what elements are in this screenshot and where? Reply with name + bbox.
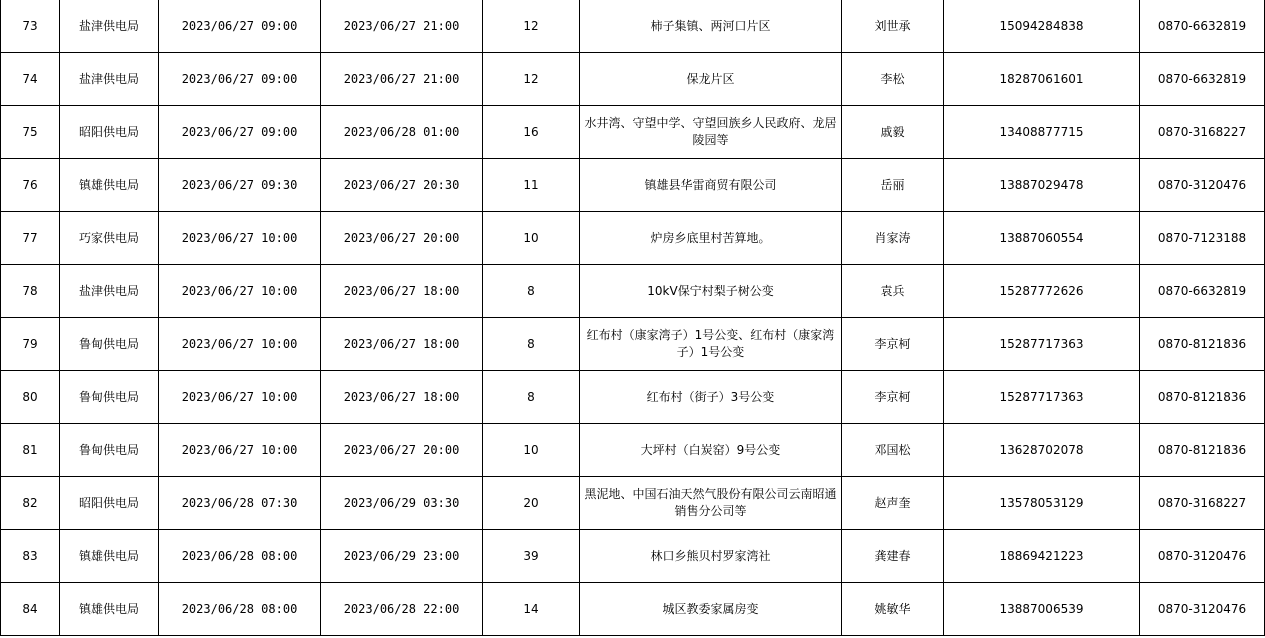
mobile-number-cell: 13578053129 xyxy=(944,477,1140,530)
bureau-cell: 鲁甸供电局 xyxy=(60,371,159,424)
outage-area-cell: 10kV保宁村梨子树公变 xyxy=(580,265,842,318)
outage-area-cell: 保龙片区 xyxy=(580,53,842,106)
mobile-number-cell: 15287717363 xyxy=(944,371,1140,424)
office-phone-cell: 0870-3120476 xyxy=(1140,583,1265,636)
row-number-cell: 79 xyxy=(1,318,60,371)
outage-area-cell: 柿子集镇、两河口片区 xyxy=(580,0,842,53)
end-time-cell: 2023/06/27 20:30 xyxy=(321,159,483,212)
office-phone-cell: 0870-3168227 xyxy=(1140,477,1265,530)
start-time-cell: 2023/06/27 10:00 xyxy=(159,265,321,318)
table-row xyxy=(1,583,1265,636)
outage-area-cell: 大坪村（白炭窑）9号公变 xyxy=(580,424,842,477)
contact-person-cell: 李京柯 xyxy=(842,318,944,371)
end-time-cell: 2023/06/27 20:00 xyxy=(321,212,483,265)
bureau-cell: 鲁甸供电局 xyxy=(60,424,159,477)
contact-person-cell: 邓国松 xyxy=(842,424,944,477)
end-time-cell: 2023/06/29 03:30 xyxy=(321,477,483,530)
row-number-cell: 84 xyxy=(1,583,60,636)
duration-hours-cell: 16 xyxy=(483,106,580,159)
duration-hours-cell: 11 xyxy=(483,159,580,212)
mobile-number-cell: 15287717363 xyxy=(944,318,1140,371)
outage-area-cell: 炉房乡底里村苦算地。 xyxy=(580,212,842,265)
end-time-cell: 2023/06/28 01:00 xyxy=(321,106,483,159)
office-phone-cell: 0870-8121836 xyxy=(1140,318,1265,371)
bureau-cell: 昭阳供电局 xyxy=(60,106,159,159)
duration-hours-cell: 39 xyxy=(483,530,580,583)
row-number-cell: 81 xyxy=(1,424,60,477)
mobile-number-cell: 13628702078 xyxy=(944,424,1140,477)
office-phone-cell: 0870-8121836 xyxy=(1140,424,1265,477)
start-time-cell: 2023/06/28 08:00 xyxy=(159,583,321,636)
end-time-cell: 2023/06/28 22:00 xyxy=(321,583,483,636)
mobile-number-cell: 15287772626 xyxy=(944,265,1140,318)
contact-person-cell: 袁兵 xyxy=(842,265,944,318)
table-row xyxy=(1,0,1265,53)
office-phone-cell: 0870-6632819 xyxy=(1140,0,1265,53)
start-time-cell: 2023/06/27 09:00 xyxy=(159,0,321,53)
duration-hours-cell: 20 xyxy=(483,477,580,530)
mobile-number-cell: 13887060554 xyxy=(944,212,1140,265)
row-number-cell: 80 xyxy=(1,371,60,424)
outage-area-cell: 城区教委家属房变 xyxy=(580,583,842,636)
table-row xyxy=(1,318,1265,371)
bureau-cell: 巧家供电局 xyxy=(60,212,159,265)
start-time-cell: 2023/06/27 09:00 xyxy=(159,106,321,159)
row-number-cell: 77 xyxy=(1,212,60,265)
contact-person-cell: 龚建春 xyxy=(842,530,944,583)
office-phone-cell: 0870-6632819 xyxy=(1140,265,1265,318)
table-row xyxy=(1,265,1265,318)
end-time-cell: 2023/06/27 20:00 xyxy=(321,424,483,477)
start-time-cell: 2023/06/27 10:00 xyxy=(159,424,321,477)
office-phone-cell: 0870-3168227 xyxy=(1140,106,1265,159)
bureau-cell: 镇雄供电局 xyxy=(60,530,159,583)
duration-hours-cell: 8 xyxy=(483,265,580,318)
contact-person-cell: 戚毅 xyxy=(842,106,944,159)
start-time-cell: 2023/06/27 10:00 xyxy=(159,212,321,265)
outage-area-cell: 林口乡熊贝村罗家湾社 xyxy=(580,530,842,583)
start-time-cell: 2023/06/28 07:30 xyxy=(159,477,321,530)
end-time-cell: 2023/06/27 18:00 xyxy=(321,318,483,371)
contact-person-cell: 姚敏华 xyxy=(842,583,944,636)
row-number-cell: 75 xyxy=(1,106,60,159)
office-phone-cell: 0870-3120476 xyxy=(1140,530,1265,583)
contact-person-cell: 岳丽 xyxy=(842,159,944,212)
duration-hours-cell: 10 xyxy=(483,212,580,265)
row-number-cell: 76 xyxy=(1,159,60,212)
bureau-cell: 盐津供电局 xyxy=(60,0,159,53)
row-number-cell: 78 xyxy=(1,265,60,318)
mobile-number-cell: 18287061601 xyxy=(944,53,1140,106)
end-time-cell: 2023/06/27 21:00 xyxy=(321,53,483,106)
bureau-cell: 鲁甸供电局 xyxy=(60,318,159,371)
mobile-number-cell: 13408877715 xyxy=(944,106,1140,159)
table-body xyxy=(1,0,1265,636)
start-time-cell: 2023/06/28 08:00 xyxy=(159,530,321,583)
start-time-cell: 2023/06/27 09:30 xyxy=(159,159,321,212)
table-row xyxy=(1,477,1265,530)
outage-area-cell: 红布村（康家湾子）1号公变、红布村（康家湾子）1号公变 xyxy=(580,318,842,371)
end-time-cell: 2023/06/27 18:00 xyxy=(321,265,483,318)
duration-hours-cell: 8 xyxy=(483,371,580,424)
bureau-cell: 镇雄供电局 xyxy=(60,159,159,212)
end-time-cell: 2023/06/27 21:00 xyxy=(321,0,483,53)
end-time-cell: 2023/06/29 23:00 xyxy=(321,530,483,583)
outage-area-cell: 镇雄县华雷商贸有限公司 xyxy=(580,159,842,212)
outage-area-cell: 水井湾、守望中学、守望回族乡人民政府、龙居陵园等 xyxy=(580,106,842,159)
duration-hours-cell: 14 xyxy=(483,583,580,636)
start-time-cell: 2023/06/27 10:00 xyxy=(159,371,321,424)
mobile-number-cell: 18869421223 xyxy=(944,530,1140,583)
mobile-number-cell: 15094284838 xyxy=(944,0,1140,53)
office-phone-cell: 0870-7123188 xyxy=(1140,212,1265,265)
table-row xyxy=(1,212,1265,265)
outage-area-cell: 红布村（街子）3号公变 xyxy=(580,371,842,424)
table-row xyxy=(1,106,1265,159)
mobile-number-cell: 13887006539 xyxy=(944,583,1140,636)
row-number-cell: 74 xyxy=(1,53,60,106)
office-phone-cell: 0870-6632819 xyxy=(1140,53,1265,106)
row-number-cell: 82 xyxy=(1,477,60,530)
end-time-cell: 2023/06/27 18:00 xyxy=(321,371,483,424)
contact-person-cell: 李京柯 xyxy=(842,371,944,424)
office-phone-cell: 0870-8121836 xyxy=(1140,371,1265,424)
bureau-cell: 昭阳供电局 xyxy=(60,477,159,530)
table-row xyxy=(1,530,1265,583)
row-number-cell: 83 xyxy=(1,530,60,583)
duration-hours-cell: 10 xyxy=(483,424,580,477)
start-time-cell: 2023/06/27 09:00 xyxy=(159,53,321,106)
duration-hours-cell: 12 xyxy=(483,53,580,106)
bureau-cell: 盐津供电局 xyxy=(60,53,159,106)
contact-person-cell: 赵声奎 xyxy=(842,477,944,530)
outage-area-cell: 黑泥地、中国石油天然气股份有限公司云南昭通销售分公司等 xyxy=(580,477,842,530)
table-row xyxy=(1,53,1265,106)
contact-person-cell: 刘世承 xyxy=(842,0,944,53)
table-row xyxy=(1,159,1265,212)
table-row xyxy=(1,424,1265,477)
table-row xyxy=(1,371,1265,424)
office-phone-cell: 0870-3120476 xyxy=(1140,159,1265,212)
mobile-number-cell: 13887029478 xyxy=(944,159,1140,212)
contact-person-cell: 肖家涛 xyxy=(842,212,944,265)
start-time-cell: 2023/06/27 10:00 xyxy=(159,318,321,371)
row-number-cell: 73 xyxy=(1,0,60,53)
bureau-cell: 盐津供电局 xyxy=(60,265,159,318)
contact-person-cell: 李松 xyxy=(842,53,944,106)
bureau-cell: 镇雄供电局 xyxy=(60,583,159,636)
duration-hours-cell: 12 xyxy=(483,0,580,53)
duration-hours-cell: 8 xyxy=(483,318,580,371)
